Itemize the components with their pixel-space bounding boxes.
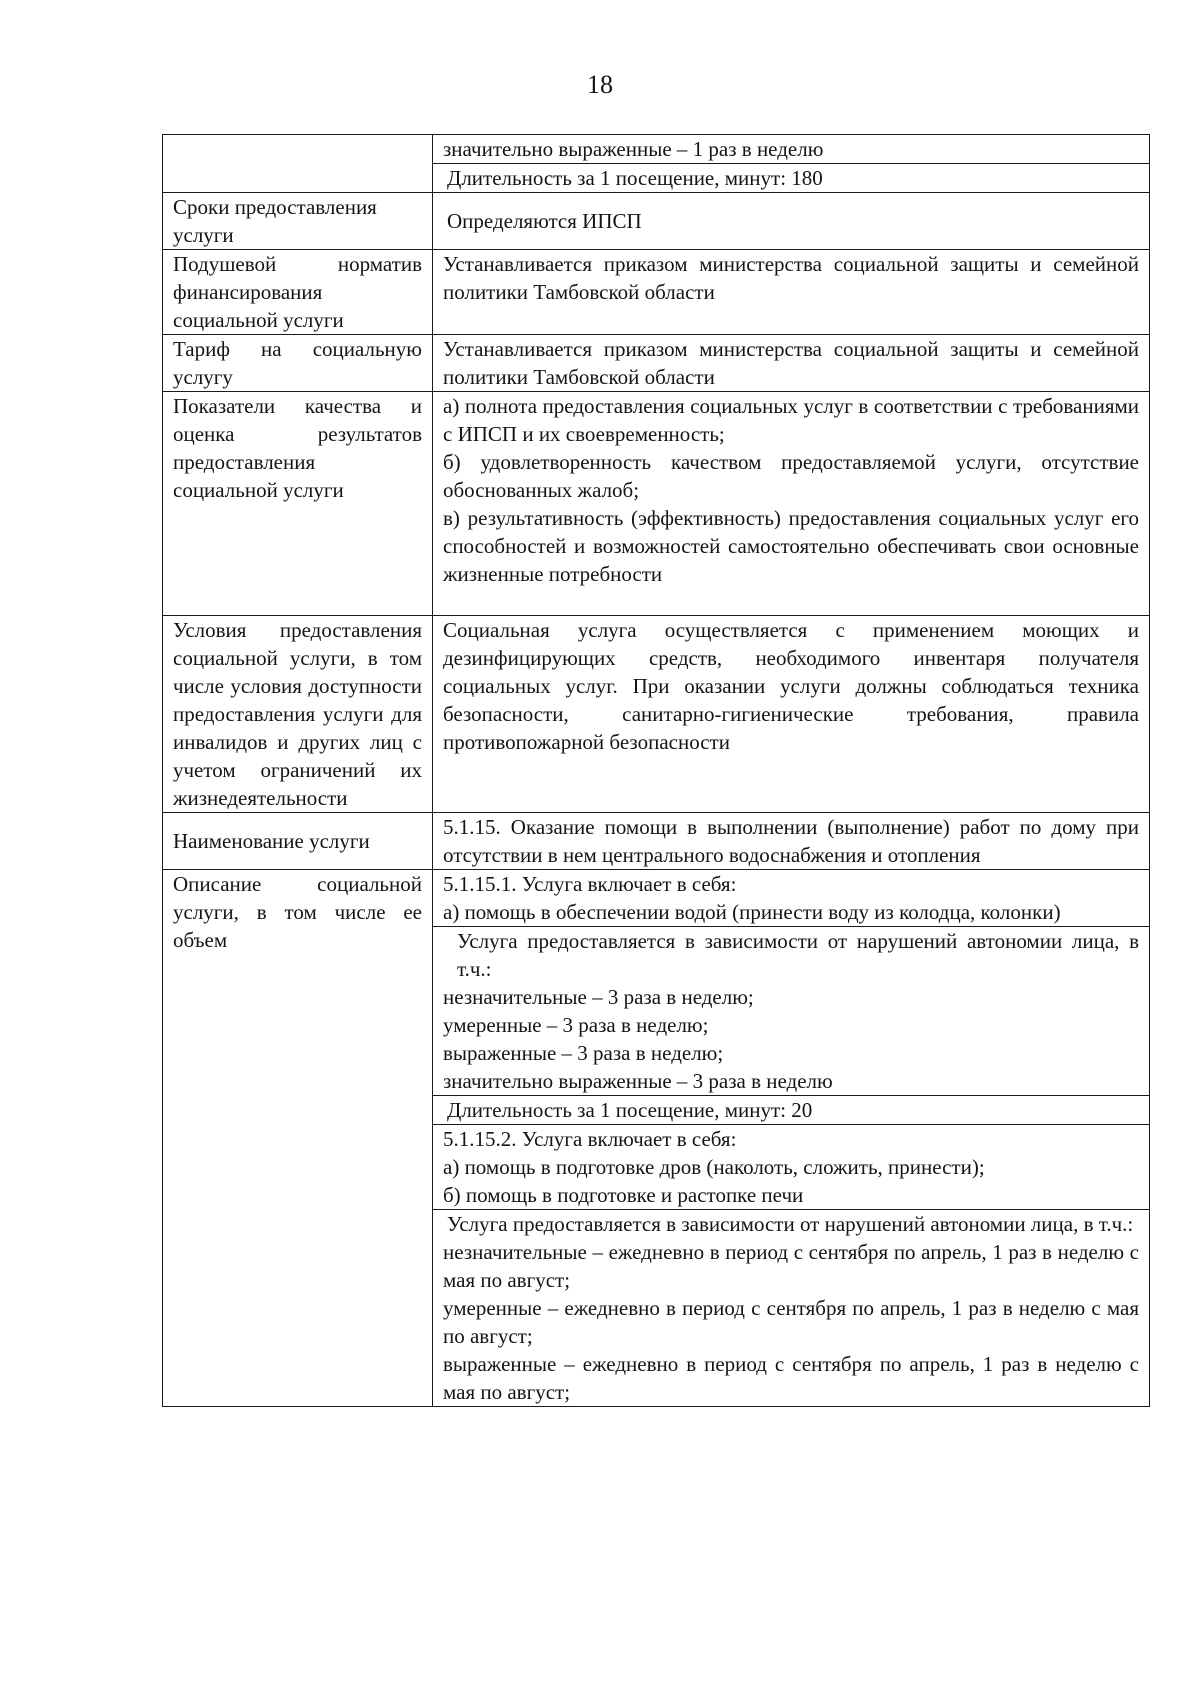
subservice-1-item: а) помощь в обеспечении водой (принести воду из колодца, колонки) (443, 900, 1061, 924)
duration-cell: Длительность за 1 посещение, минут: 180 (433, 164, 1150, 193)
subservice-1-title: 5.1.15.1. Услуга включает в себя: (443, 872, 737, 896)
subservice-1-cell (433, 870, 1150, 927)
quality-item: в) результативность (эффективность) предоставления социальных услуг его способностей и возможностей самостоятельно обеспечивать свои основные жизненные потребности (443, 506, 1139, 586)
empty-label-cell (163, 135, 433, 193)
table-row (163, 392, 1150, 616)
subservice-2-title: 5.1.15.2. Услуга включает в себя: (443, 1127, 737, 1151)
autonomy-intro: Услуга предоставляется в зависимости от нарушений автономии лица, в т.ч.: (447, 1212, 1134, 1236)
terms-label: Сроки предоставления услуги (163, 193, 433, 250)
frequency-item: выраженные – 3 раза в неделю; (443, 1041, 724, 1065)
frequency-item: выраженные – ежедневно в период с сентября по апрель, 1 раз в неделю с мая по август; (443, 1352, 1139, 1404)
table-row (163, 135, 1150, 164)
table-row (163, 616, 1150, 813)
quality-label: Показатели качества и оценка результатов предоставления социальной услуги (163, 392, 433, 616)
per-capita-label: Подушевой норматив финансирования социальной услуги (163, 250, 433, 335)
service-name-label: Наименование услуги (163, 813, 433, 870)
frequency-item: умеренные – ежедневно в период с сентября по апрель, 1 раз в неделю с мая по август; (443, 1296, 1139, 1348)
table-row (163, 250, 1150, 335)
conditions-value: Социальная услуга осуществляется с применением моющих и дезинфицирующих средств, необходимого инвентаря получателя социальных услуг. При оказании услуги должны соблюдаться техника безопасности, санитарно-гигиенические требования, правила противопожарной безопасности (433, 616, 1150, 813)
frequency-item: незначительные – ежедневно в период с сентября по апрель, 1 раз в неделю с мая по август; (443, 1240, 1139, 1292)
subservice-1-frequency-cell (433, 927, 1150, 1096)
table-row (163, 335, 1150, 392)
page-number: 18 (587, 70, 613, 99)
subservice-2-frequency-cell (433, 1210, 1150, 1407)
table-row (163, 870, 1150, 927)
frequency-item: незначительные – 3 раза в неделю; (443, 985, 754, 1009)
table-row (163, 813, 1150, 870)
quality-value (433, 392, 1150, 616)
subservice-2-cell (433, 1125, 1150, 1210)
frequency-item: значительно выраженные – 3 раза в неделю (443, 1069, 833, 1093)
table-row (163, 193, 1150, 250)
frequency-item: умеренные – 3 раза в неделю; (443, 1013, 709, 1037)
service-name-value: 5.1.15. Оказание помощи в выполнении (выполнение) работ по дому при отсутствии в нем центрального водоснабжения и отопления (433, 813, 1150, 870)
terms-value: Определяются ИПСП (433, 193, 1150, 250)
subservice-2-item: б) помощь в подготовке и растопке печи (443, 1183, 804, 1207)
tariff-label: Тариф на социальную услугу (163, 335, 433, 392)
frequency-cell: значительно выраженные – 1 раз в неделю (433, 135, 1150, 164)
conditions-label: Условия предоставления социальной услуги, в том числе условия доступности предоставления услуги для инвалидов и других лиц с учетом ограничений их жизнедеятельности (163, 616, 433, 813)
subservice-1-duration-cell: Длительность за 1 посещение, минут: 20 (433, 1096, 1150, 1125)
service-table (162, 134, 1150, 1407)
quality-item: а) полнота предоставления социальных услуг в соответствии с требованиями с ИПСП и их своевременность; (443, 394, 1139, 446)
description-label: Описание социальной услуги, в том числе ее объем (163, 870, 433, 1407)
tariff-value: Устанавливается приказом министерства социальной защиты и семейной политики Тамбовской области (433, 335, 1150, 392)
per-capita-value: Устанавливается приказом министерства социальной защиты и семейной политики Тамбовской области (433, 250, 1150, 335)
quality-item: б) удовлетворенность качеством предоставляемой услуги, отсутствие обоснованных жалоб; (443, 450, 1139, 502)
autonomy-intro: Услуга предоставляется в зависимости от нарушений автономии лица, в т.ч.: (457, 929, 1139, 981)
subservice-2-item: а) помощь в подготовке дров (наколоть, сложить, принести); (443, 1155, 985, 1179)
